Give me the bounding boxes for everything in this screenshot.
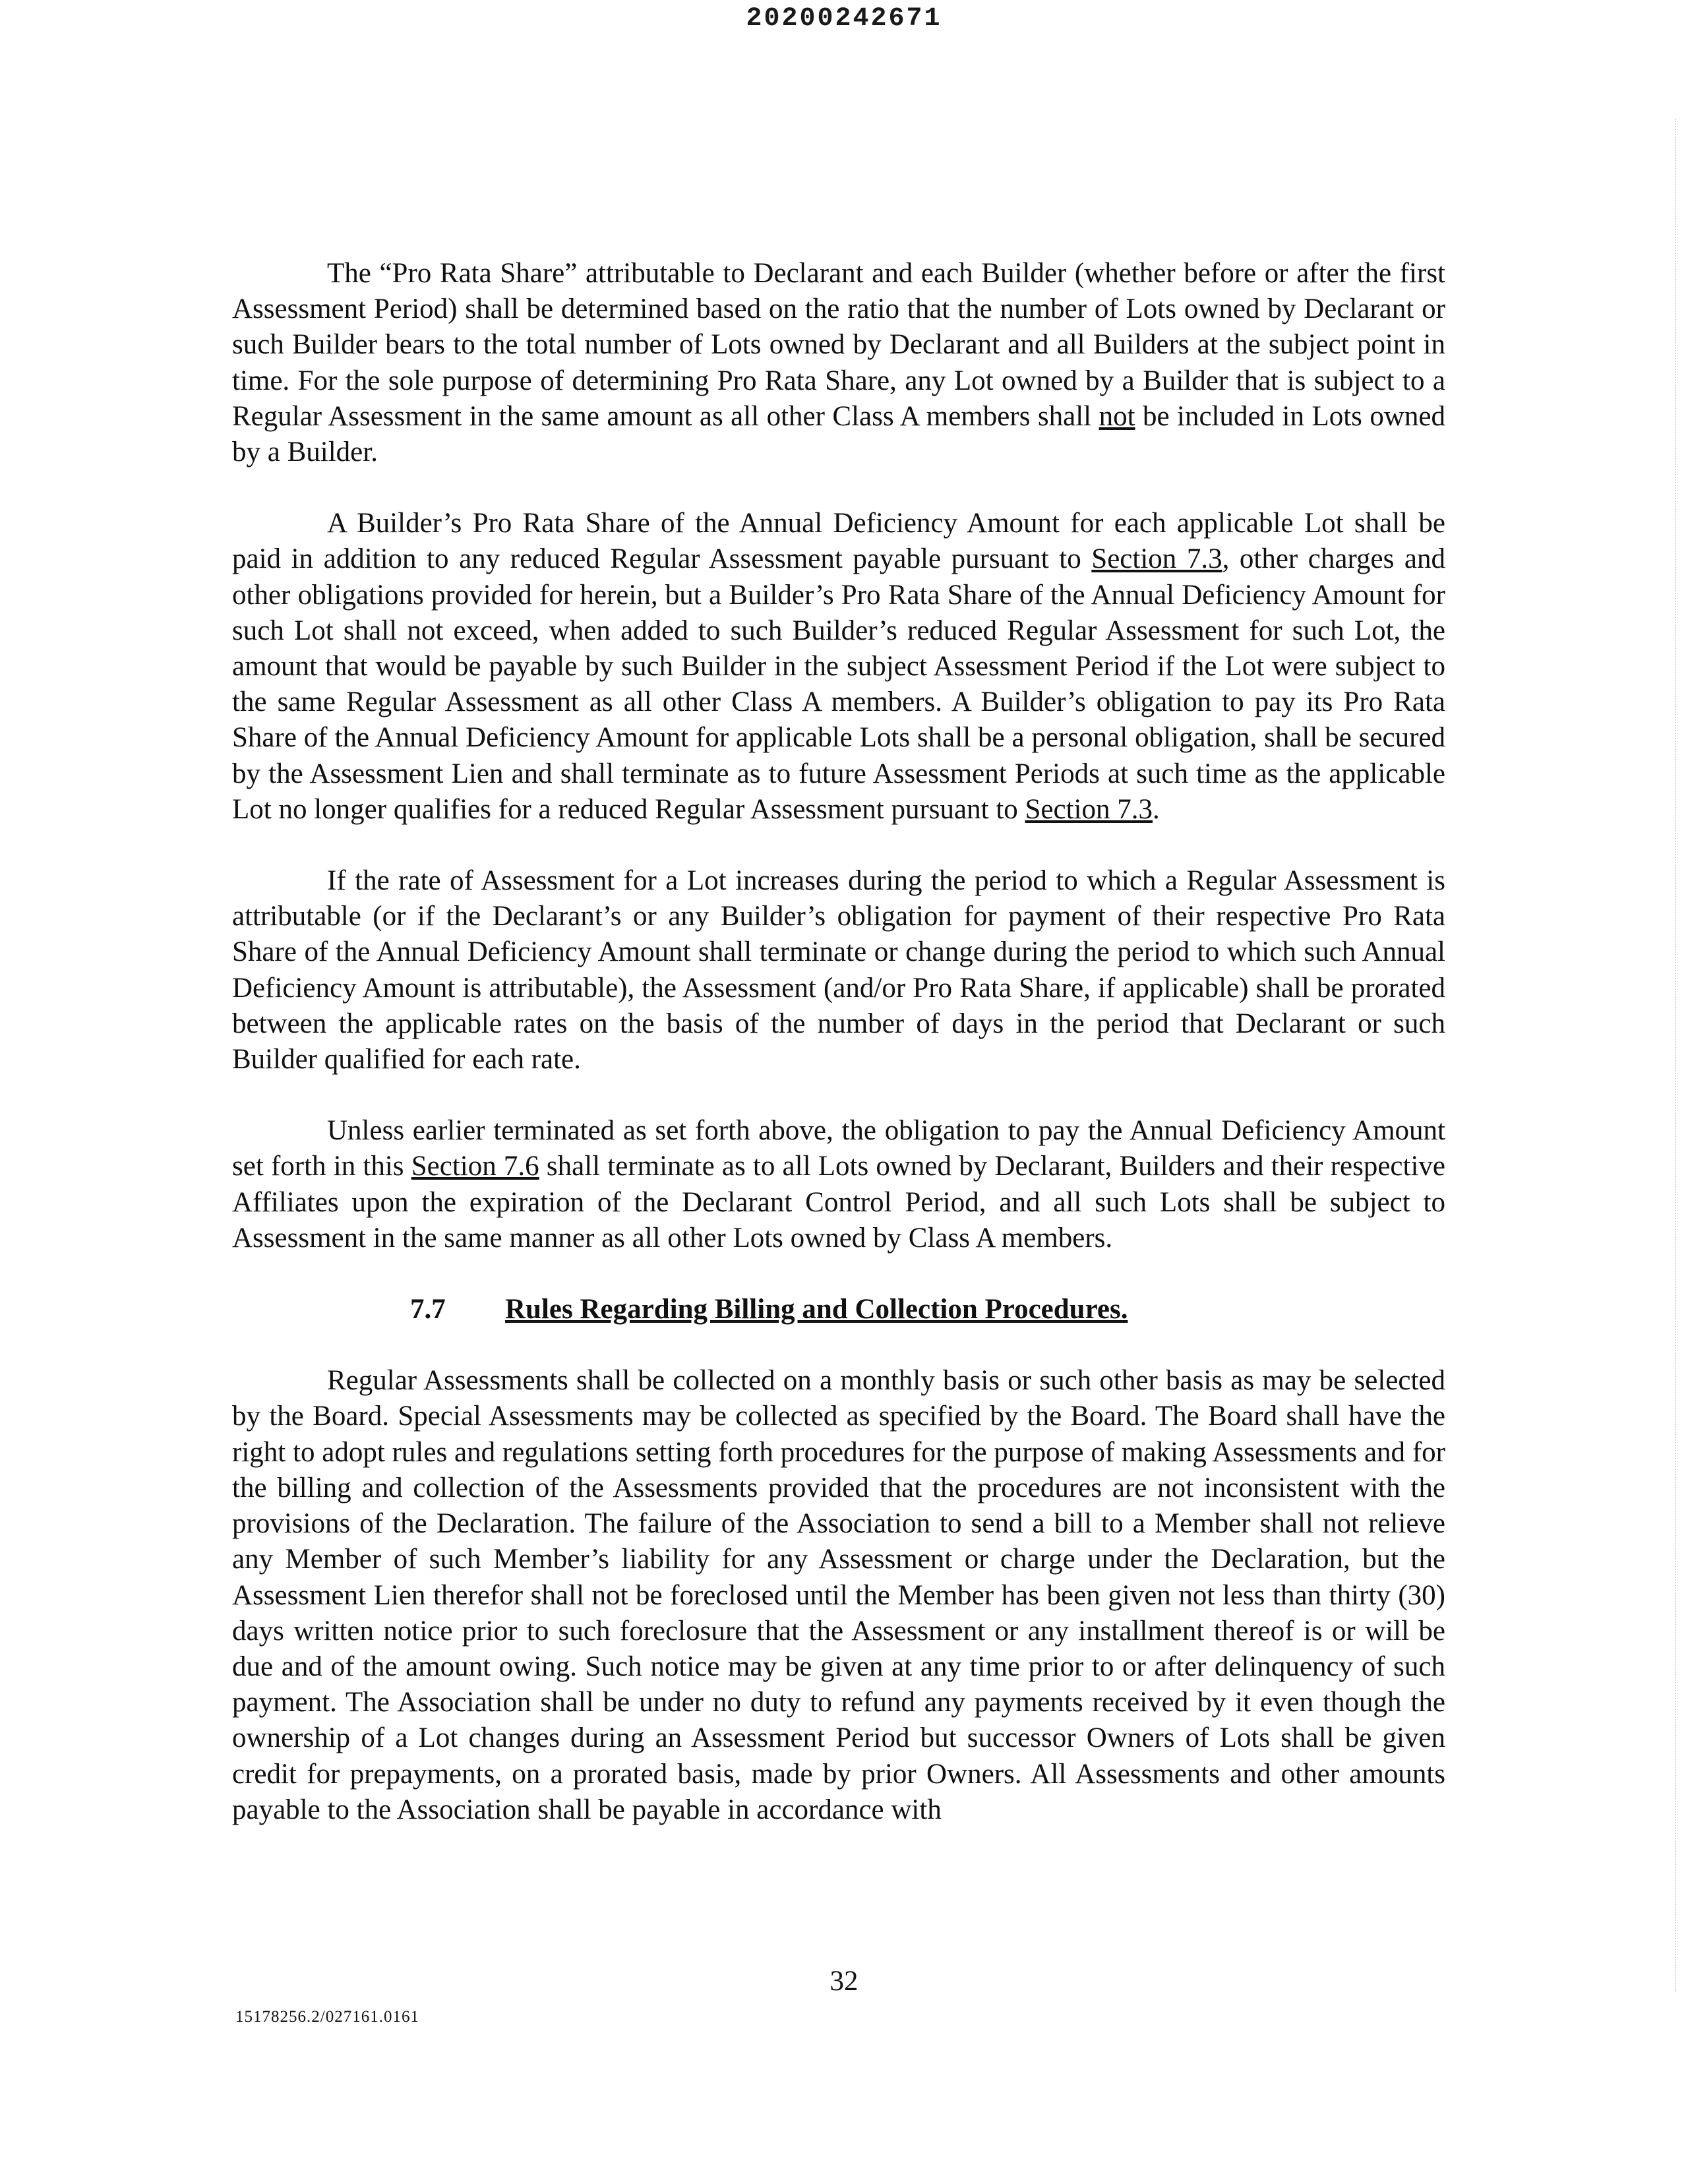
document-body — [232, 256, 1445, 1864]
paragraph-text: , other charges and other obligations provided for herein, but a Builder’s Pro Rata Share of the Annual Deficiency Amount for such Lot shall not exceed, when added to such Builder’s reduced Regular Assessment for such Lot, the amount that would be payable by such Builder in the subject Assessment Period if the Lot were subject to the same Regular Assessment as all other Class A members. A Builder’s obligation to pay its Pro Rata Share of the Annual Deficiency Amount for applicable Lots shall be a personal obligation, shall be secured by the Assessment Lien and shall terminate as to future Assessment Periods at such time as the applicable Lot no longer qualifies for a reduced Regular Assessment pursuant to — [232, 543, 1445, 825]
paragraph-text: If the rate of Assessment for a Lot increases during the period to which a Regular Assessment is attributable (or if the Declarant’s or any Builder’s obligation for payment of their respective Pro Rata Share of the Annual Deficiency Amount shall terminate or change during the period to which such Annual Deficiency Amount is attributable), the Assessment (and/or Pro Rata Share, if applicable) shall be prorated between the applicable rates on the basis of the number of days in the period that Declarant or such Builder qualified for each rate. — [232, 865, 1445, 1076]
paragraph-text: Unless earlier terminated as set forth above, the obligation to pay the Annual Deficiency Amount set forth in this — [232, 1115, 1445, 1182]
paragraph-text: shall terminate as to all Lots owned by Declarant, Builders and their respective Affiliates upon the expiration of the Declarant Control Period, and all such Lots shall be subject to Assessment in the same manner as all other Lots owned by Class A members. — [232, 1151, 1445, 1254]
page-number: 32 — [829, 1966, 859, 1997]
scan-edge-artifact — [1672, 119, 1676, 1991]
paragraph-text: Regular Assessments shall be collected on a monthly basis or such other basis as may be selected by the Board. Special Assessments may be collected as specified by the Board. The Board shall have the right to adopt rules and regulations setting forth procedures for the purpose of making Assessments and for the billing and collection of the Assessments provided that the procedures are not inconsistent with the provisions of the Declaration. The failure of the Association to send a bill to a Member shall not relieve any Member of such Member’s liability for any Assessment or charge under the Declaration, but the Assessment Lien therefor shall not be foreclosed until the Member has been given not less than thirty (30) days written notice prior to such foreclosure that the Assessment or any installment thereof is or will be due and of the amount owing. Such notice may be given at any time prior to or after delinquency of such payment. The Association shall be under no duty to refund any payments received by it even though the ownership of a Lot changes during an Assessment Period but successor Owners of Lots shall be given credit for prepayments, on a prorated basis, made by prior Owners. All Assessments and other amounts payable to the Association shall be payable in accordance with — [232, 1365, 1445, 1825]
paragraph-builder-pro-rata — [232, 506, 1445, 828]
paragraph-text: The “Pro Rata Share” attributable to Declarant and each Builder (whether before or after the first Assessment Period) shall be determined based on the ratio that the number of Lots owned by Declarant or such Builder bears to the total number of Lots owned by Declarant and all Builders at the subject point in time. For the sole purpose of determining Pro Rata Share, any Lot owned by a Builder that is subject to a Regular Assessment in the same amount as all other Class A members shall — [232, 258, 1445, 432]
paragraph-text: be included in Lots owned by a Builder. — [232, 400, 1445, 468]
section-title: Rules Regarding Billing and Collection Procedures. — [505, 1294, 1128, 1325]
section-reference-7-6: Section 7.6 — [411, 1151, 539, 1182]
section-reference-7-3: Section 7.3 — [1091, 543, 1222, 575]
section-heading — [232, 1292, 1445, 1327]
paragraph-billing-collection — [232, 1363, 1445, 1828]
paragraph-pro-rata-share — [232, 256, 1445, 470]
section-number: 7.7 — [410, 1294, 446, 1325]
section-reference-7-3: Section 7.3 — [1025, 793, 1153, 825]
paragraph-rate-increase — [232, 863, 1445, 1077]
document-number: 20200242671 — [746, 4, 942, 34]
paragraph-termination — [232, 1113, 1445, 1256]
paragraph-text: A Builder’s Pro Rata Share of the Annual Deficiency Amount for each applicable Lot shall be paid in addition to any reduced Regular Assessment payable pursuant to — [232, 508, 1445, 575]
paragraph-text: . — [1153, 793, 1160, 825]
emphasis-not: not — [1099, 400, 1135, 432]
document-id: 15178256.2/027161.0161 — [235, 2008, 419, 2026]
